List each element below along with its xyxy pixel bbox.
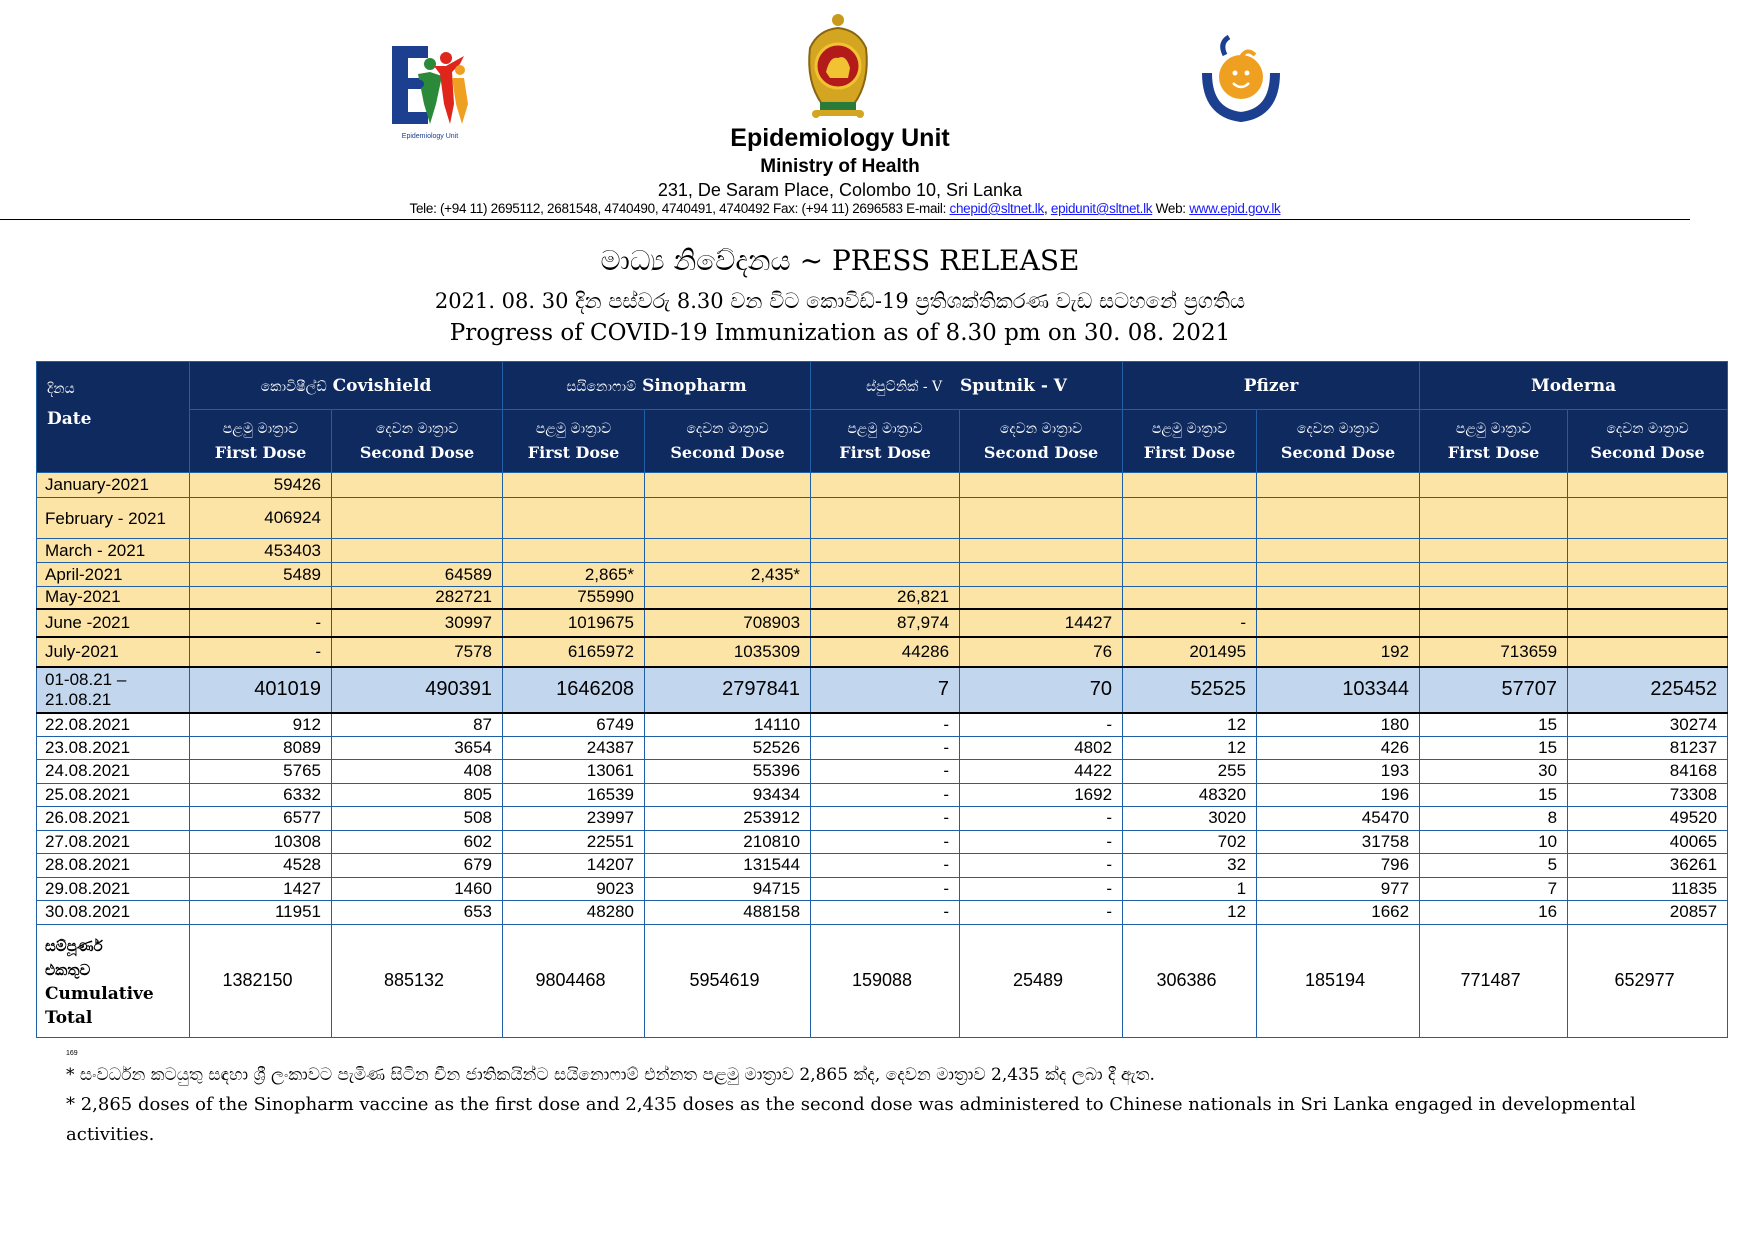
table-cell: - — [811, 713, 960, 737]
contact-separator: , — [1043, 201, 1051, 216]
table-cell — [960, 498, 1123, 539]
row-date: May-2021 — [37, 587, 190, 609]
row-date: 23.08.2021 — [37, 736, 190, 760]
total-cell: 159088 — [811, 924, 960, 1037]
table-cell: - — [960, 854, 1123, 878]
table-cell — [1420, 473, 1568, 498]
dose-label: Second Dose — [1280, 443, 1396, 462]
table-cell: 87,974 — [811, 609, 960, 637]
row-date: June -2021 — [37, 609, 190, 637]
sputnik-second-dose-header — [960, 410, 1123, 473]
table-cell: 6332 — [190, 783, 332, 807]
table-cell — [1568, 498, 1728, 539]
total-cell: 5954619 — [645, 924, 811, 1037]
epidemiology-logo-caption: Epidemiology Unit — [401, 133, 459, 140]
address: 231, De Saram Place, Colombo 10, Sri Lanka — [657, 180, 1023, 200]
table-cell: 24387 — [503, 736, 645, 760]
table-cell: 23997 — [503, 807, 645, 831]
total-cell: 885132 — [332, 924, 503, 1037]
table-cell: 16 — [1420, 901, 1568, 925]
press-release-title: මාධ්‍ය නිවේදනය ~ PRESS RELEASE — [600, 244, 1080, 277]
table-cell: - — [811, 901, 960, 925]
table-cell: 6577 — [190, 807, 332, 831]
row-date: April-2021 — [37, 563, 190, 587]
national-immunization-programme-logo — [1185, 33, 1295, 133]
dose-label-sinhala: පළමු මාත්‍රාව — [222, 421, 299, 437]
table-cell: 10 — [1420, 830, 1568, 854]
row-date: 22.08.2021 — [37, 713, 190, 737]
table-cell: 31758 — [1257, 830, 1420, 854]
table-cell: 488158 — [645, 901, 811, 925]
table-row — [37, 473, 1728, 498]
table-cell: 4802 — [960, 736, 1123, 760]
table-cell: 30 — [1420, 760, 1568, 784]
table-cell: 6749 — [503, 713, 645, 737]
table-cell: 2797841 — [645, 667, 811, 713]
table-cell: 7 — [1420, 877, 1568, 901]
table-cell: 3654 — [332, 736, 503, 760]
table-cell: 40065 — [1568, 830, 1728, 854]
table-cell — [1568, 539, 1728, 563]
total-label-line: එකතුව — [45, 960, 91, 979]
table-cell — [1420, 498, 1568, 539]
table-cell: 11835 — [1568, 877, 1728, 901]
table-cell: 48280 — [503, 901, 645, 925]
table-cell: - — [960, 901, 1123, 925]
sri-lanka-emblem — [800, 12, 876, 120]
table-cell — [503, 539, 645, 563]
table-cell: 406924 — [190, 498, 332, 539]
table-row-range — [37, 667, 1728, 713]
sinopharm-first-dose-header — [503, 410, 645, 473]
row-date: January-2021 — [37, 473, 190, 498]
total-cell: 771487 — [1420, 924, 1568, 1037]
table-cell — [1420, 563, 1568, 587]
table-cell: - — [811, 807, 960, 831]
table-cell — [960, 539, 1123, 563]
table-cell: 48320 — [1123, 783, 1257, 807]
total-label-line: Cumulative — [45, 983, 154, 1004]
dose-label: First Dose — [1143, 443, 1236, 462]
date-header-sinhala: දිනය — [47, 381, 75, 397]
table-cell — [332, 498, 503, 539]
table-cell: 6165972 — [503, 637, 645, 667]
table-cell: 805 — [332, 783, 503, 807]
email-link-2[interactable]: epidunit@sltnet.lk — [1050, 201, 1153, 216]
dose-label-sinhala: දෙවන මාත්‍රාව — [1606, 421, 1689, 437]
row-date: 28.08.2021 — [37, 854, 190, 878]
vaccine-name: Sinopharm — [642, 375, 747, 396]
table-row — [37, 498, 1728, 539]
vaccine-header-pfizer — [1123, 362, 1420, 410]
table-cell: - — [960, 713, 1123, 737]
table-cell: 1035309 — [645, 637, 811, 667]
total-cell: 9804468 — [503, 924, 645, 1037]
table-cell: 796 — [1257, 854, 1420, 878]
table-cell: 7 — [811, 667, 960, 713]
row-date — [37, 667, 190, 713]
moderna-second-dose-header — [1568, 410, 1728, 473]
table-row — [37, 563, 1728, 587]
table-cell — [190, 587, 332, 609]
dose-label: First Dose — [214, 443, 307, 462]
dose-label: Second Dose — [359, 443, 475, 462]
table-cell: 57707 — [1420, 667, 1568, 713]
table-row — [37, 854, 1728, 878]
table-cell: 426 — [1257, 736, 1420, 760]
row-date: February - 2021 — [37, 498, 190, 539]
pfizer-second-dose-header — [1257, 410, 1420, 473]
dose-label-sinhala: දෙවන මාත්‍රාව — [686, 421, 769, 437]
table-cell: 36261 — [1568, 854, 1728, 878]
table-cell — [1123, 563, 1257, 587]
total-cell: 1382150 — [190, 924, 332, 1037]
table-cell: 84168 — [1568, 760, 1728, 784]
page-number: 169 — [66, 1050, 78, 1057]
table-cell — [1123, 587, 1257, 609]
vaccine-name: Covishield — [332, 375, 432, 396]
table-cell: 282721 — [332, 587, 503, 609]
dose-label: Second Dose — [983, 443, 1099, 462]
table-cell: 15 — [1420, 713, 1568, 737]
table-row — [37, 807, 1728, 831]
dose-label-sinhala: දෙවන මාත්‍රාව — [375, 421, 459, 437]
row-date: 29.08.2021 — [37, 877, 190, 901]
table-cell: 977 — [1257, 877, 1420, 901]
table-cell: 7578 — [332, 637, 503, 667]
row-date: 25.08.2021 — [37, 783, 190, 807]
table-row — [37, 901, 1728, 925]
table-cell: 708903 — [645, 609, 811, 637]
dose-label-sinhala: පළමු මාත්‍රාව — [535, 421, 612, 437]
range-date-start: 01-08.21 – — [45, 669, 127, 689]
table-row — [37, 609, 1728, 637]
table-cell — [960, 587, 1123, 609]
table-cell — [332, 473, 503, 498]
dose-label-sinhala: පළමු මාත්‍රාව — [1455, 421, 1532, 437]
table-cell — [960, 563, 1123, 587]
table-cell: 1692 — [960, 783, 1123, 807]
table-cell: 4528 — [190, 854, 332, 878]
row-date: 30.08.2021 — [37, 901, 190, 925]
table-cell: 602 — [332, 830, 503, 854]
table-cell — [1257, 587, 1420, 609]
table-cell — [1257, 473, 1420, 498]
table-cell: 64589 — [332, 563, 503, 587]
table-cell: 713659 — [1420, 637, 1568, 667]
table-cell: 55396 — [645, 760, 811, 784]
table-cell: 201495 — [1123, 637, 1257, 667]
row-date: July-2021 — [37, 637, 190, 667]
table-cell: 11951 — [190, 901, 332, 925]
covishield-second-dose-header — [332, 410, 503, 473]
total-cell: 652977 — [1568, 924, 1728, 1037]
table-cell: 196 — [1257, 783, 1420, 807]
total-label-line: සම්පූර්ණ — [45, 936, 103, 955]
pfizer-first-dose-header — [1123, 410, 1257, 473]
dose-label: First Dose — [527, 443, 620, 462]
vaccine-header-sinopharm — [503, 362, 811, 410]
table-cell: 8089 — [190, 736, 332, 760]
table-cell: 408 — [332, 760, 503, 784]
table-row — [37, 830, 1728, 854]
table-cell: 93434 — [645, 783, 811, 807]
table-row — [37, 539, 1728, 563]
vaccine-name: Moderna — [1530, 375, 1617, 396]
dose-label-sinhala: දෙවන මාත්‍රාව — [1296, 421, 1380, 437]
table-cell: - — [811, 760, 960, 784]
table-row — [37, 877, 1728, 901]
immunization-table — [36, 361, 1728, 1038]
table-cell: 13061 — [503, 760, 645, 784]
table-cell: 4422 — [960, 760, 1123, 784]
table-cell: 14427 — [960, 609, 1123, 637]
org-name: Epidemiology Unit — [730, 124, 950, 152]
table-cell — [811, 539, 960, 563]
table-cell: 210810 — [645, 830, 811, 854]
dose-label-sinhala: පළමු මාත්‍රාව — [1151, 421, 1228, 437]
table-cell: - — [811, 783, 960, 807]
table-cell: 44286 — [811, 637, 960, 667]
table-cell: 180 — [1257, 713, 1420, 737]
table-cell — [1257, 498, 1420, 539]
date-header-english: Date — [47, 409, 92, 429]
table-cell: 12 — [1123, 713, 1257, 737]
table-cell: 16539 — [503, 783, 645, 807]
table-row — [37, 760, 1728, 784]
table-cell: 10308 — [190, 830, 332, 854]
table-cell — [960, 473, 1123, 498]
table-cell — [503, 498, 645, 539]
footnote-english: * 2,865 doses of the Sinopharm vaccine as the first dose and 2,435 doses as the second dose was administered to Chinese nationals in Sri Lanka engaged in developmental activities. — [66, 1094, 1636, 1145]
table-cell — [332, 539, 503, 563]
table-cell — [1123, 539, 1257, 563]
table-cell: 1019675 — [503, 609, 645, 637]
table-cell: 9023 — [503, 877, 645, 901]
table-cell: 5 — [1420, 854, 1568, 878]
table-cell: 508 — [332, 807, 503, 831]
subtitle-english: Progress of COVID-19 Immunization as of 8.30 pm on 30. 08. 2021 — [449, 320, 1231, 346]
table-cell: 1427 — [190, 877, 332, 901]
table-cell: - — [190, 609, 332, 637]
dose-label: First Dose — [1447, 443, 1540, 462]
table-cell: 401019 — [190, 667, 332, 713]
table-cell: 70 — [960, 667, 1123, 713]
table-cell: 1646208 — [503, 667, 645, 713]
table-cell: - — [1123, 609, 1257, 637]
table-cell: 14207 — [503, 854, 645, 878]
total-label — [37, 924, 190, 1037]
range-date-end: 21.08.21 — [45, 689, 112, 709]
contact-line — [0, 201, 1690, 216]
vaccine-header-moderna — [1420, 362, 1728, 410]
table-cell: 73308 — [1568, 783, 1728, 807]
row-date: March - 2021 — [37, 539, 190, 563]
ministry-name: Ministry of Health — [760, 156, 920, 177]
table-cell: 32 — [1123, 854, 1257, 878]
table-cell: - — [190, 637, 332, 667]
table-cell — [645, 587, 811, 609]
table-cell: - — [811, 854, 960, 878]
table-cell — [1257, 539, 1420, 563]
dose-label: Second Dose — [670, 443, 785, 462]
table-cell — [811, 498, 960, 539]
website-link[interactable]: www.epid.gov.lk — [1189, 201, 1281, 216]
total-cell: 185194 — [1257, 924, 1420, 1037]
table-cell: 22551 — [503, 830, 645, 854]
dose-label: Second Dose — [1590, 443, 1705, 462]
table-cell — [645, 539, 811, 563]
table-cell: 3020 — [1123, 807, 1257, 831]
row-date: 24.08.2021 — [37, 760, 190, 784]
table-cell: 87 — [332, 713, 503, 737]
subtitle-sinhala: 2021. 08. 30 දින පස්වරු 8.30 වන විට කොවිඩ්-19 ප්‍රතිශක්තිකරණ වැඩ සටහනේ ප්‍රගතිය — [434, 289, 1246, 313]
table-row — [37, 587, 1728, 609]
total-cell: 25489 — [960, 924, 1123, 1037]
vaccine-header-covishield — [190, 362, 503, 410]
table-cell: 755990 — [503, 587, 645, 609]
table-row — [37, 783, 1728, 807]
table-cell — [1568, 587, 1728, 609]
table-cell — [645, 498, 811, 539]
table-cell: 679 — [332, 854, 503, 878]
table-cell: 1460 — [332, 877, 503, 901]
table-cell — [811, 563, 960, 587]
table-cell: 225452 — [1568, 667, 1728, 713]
table-cell — [1568, 637, 1728, 667]
table-cell — [1257, 563, 1420, 587]
table-row — [37, 637, 1728, 667]
table-row — [37, 713, 1728, 737]
table-cell — [811, 473, 960, 498]
vaccine-header-sputnik — [811, 362, 1123, 410]
sinopharm-second-dose-header — [645, 410, 811, 473]
table-cell: 52525 — [1123, 667, 1257, 713]
email-link-1[interactable]: chepid@sltnet.lk — [949, 201, 1044, 216]
table-cell — [1568, 609, 1728, 637]
table-cell — [503, 473, 645, 498]
table-cell: 5765 — [190, 760, 332, 784]
table-cell — [1568, 473, 1728, 498]
table-cell — [645, 473, 811, 498]
dose-label: First Dose — [839, 443, 931, 462]
table-cell: 76 — [960, 637, 1123, 667]
table-cell: 103344 — [1257, 667, 1420, 713]
table-cell: 14110 — [645, 713, 811, 737]
table-cell: 253912 — [645, 807, 811, 831]
table-cell: - — [811, 736, 960, 760]
table-cell — [1123, 473, 1257, 498]
table-cell: 131544 — [645, 854, 811, 878]
table-cell — [1123, 498, 1257, 539]
table-cell: - — [811, 877, 960, 901]
table-cell — [1420, 587, 1568, 609]
vaccine-name-sinhala: කොවිෂීල්ඩ් — [260, 378, 327, 395]
table-cell: 453403 — [190, 539, 332, 563]
footnote-sinhala: * සංවර්ධන කටයුතු සඳහා ශ්‍රී ලංකාවට පැමිණ සිටින චීන ජාතිකයින්ට සයිනොෆාම් එන්නත පළමු මාත්‍රාව 2,865 ක්ද, දෙවන මාත්‍රාව 2,435 ක්ද ලබා දී ඇත. — [66, 1065, 1155, 1085]
table-cell: 20857 — [1568, 901, 1728, 925]
table-cell: 12 — [1123, 901, 1257, 925]
table-cell: 45470 — [1257, 807, 1420, 831]
vaccine-name-sinhala: සයිනොෆාම් — [566, 378, 637, 395]
table-cell: 52526 — [645, 736, 811, 760]
table-cell: 653 — [332, 901, 503, 925]
table-cell: 2,865* — [503, 563, 645, 587]
table-cell: 30997 — [332, 609, 503, 637]
contact-phone-fax: Tele: (+94 11) 2695112, 2681548, 4740490, 4740491, 4740492 Fax: (+94 11) 2696583 E-mail: — [409, 201, 950, 216]
table-cell: 702 — [1123, 830, 1257, 854]
table-cell — [1420, 609, 1568, 637]
row-date: 27.08.2021 — [37, 830, 190, 854]
table-cell: 81237 — [1568, 736, 1728, 760]
table-cell: 255 — [1123, 760, 1257, 784]
table-row — [37, 736, 1728, 760]
table-cell: 490391 — [332, 667, 503, 713]
covishield-first-dose-header — [190, 410, 332, 473]
total-label-line: Total — [45, 1007, 93, 1028]
total-cell: 306386 — [1123, 924, 1257, 1037]
date-column-header — [37, 362, 190, 473]
table-cell: 1 — [1123, 877, 1257, 901]
table-cell: 49520 — [1568, 807, 1728, 831]
table-cell: 94715 — [645, 877, 811, 901]
vaccine-name: Pfizer — [1243, 375, 1299, 396]
table-cell: 912 — [190, 713, 332, 737]
vaccine-name: Sputnik - V — [959, 375, 1067, 396]
table-cell: - — [960, 807, 1123, 831]
table-cell: 192 — [1257, 637, 1420, 667]
table-cell: 5489 — [190, 563, 332, 587]
table-cell: 59426 — [190, 473, 332, 498]
table-cell: 15 — [1420, 783, 1568, 807]
table-cell: 193 — [1257, 760, 1420, 784]
vaccine-name-sinhala: ස්පුට්නික් - V — [866, 378, 943, 395]
table-cell: 26,821 — [811, 587, 960, 609]
table-cell: 1662 — [1257, 901, 1420, 925]
table-cell: 2,435* — [645, 563, 811, 587]
table-cell: 12 — [1123, 736, 1257, 760]
table-cell: 15 — [1420, 736, 1568, 760]
web-label: Web: — [1152, 201, 1190, 216]
header-divider — [0, 219, 1690, 220]
dose-label-sinhala: පළමු මාත්‍රාව — [847, 421, 923, 437]
row-date: 26.08.2021 — [37, 807, 190, 831]
table-cell — [1257, 609, 1420, 637]
table-cell — [1420, 539, 1568, 563]
table-cell: - — [960, 877, 1123, 901]
table-cell: 30274 — [1568, 713, 1728, 737]
table-cell: - — [960, 830, 1123, 854]
dose-label-sinhala: දෙවන මාත්‍රාව — [999, 421, 1083, 437]
moderna-first-dose-header — [1420, 410, 1568, 473]
table-cell — [1568, 563, 1728, 587]
sputnik-first-dose-header — [811, 410, 960, 473]
table-cell: 8 — [1420, 807, 1568, 831]
table-cell: - — [811, 830, 960, 854]
table-row-total — [37, 924, 1728, 1037]
